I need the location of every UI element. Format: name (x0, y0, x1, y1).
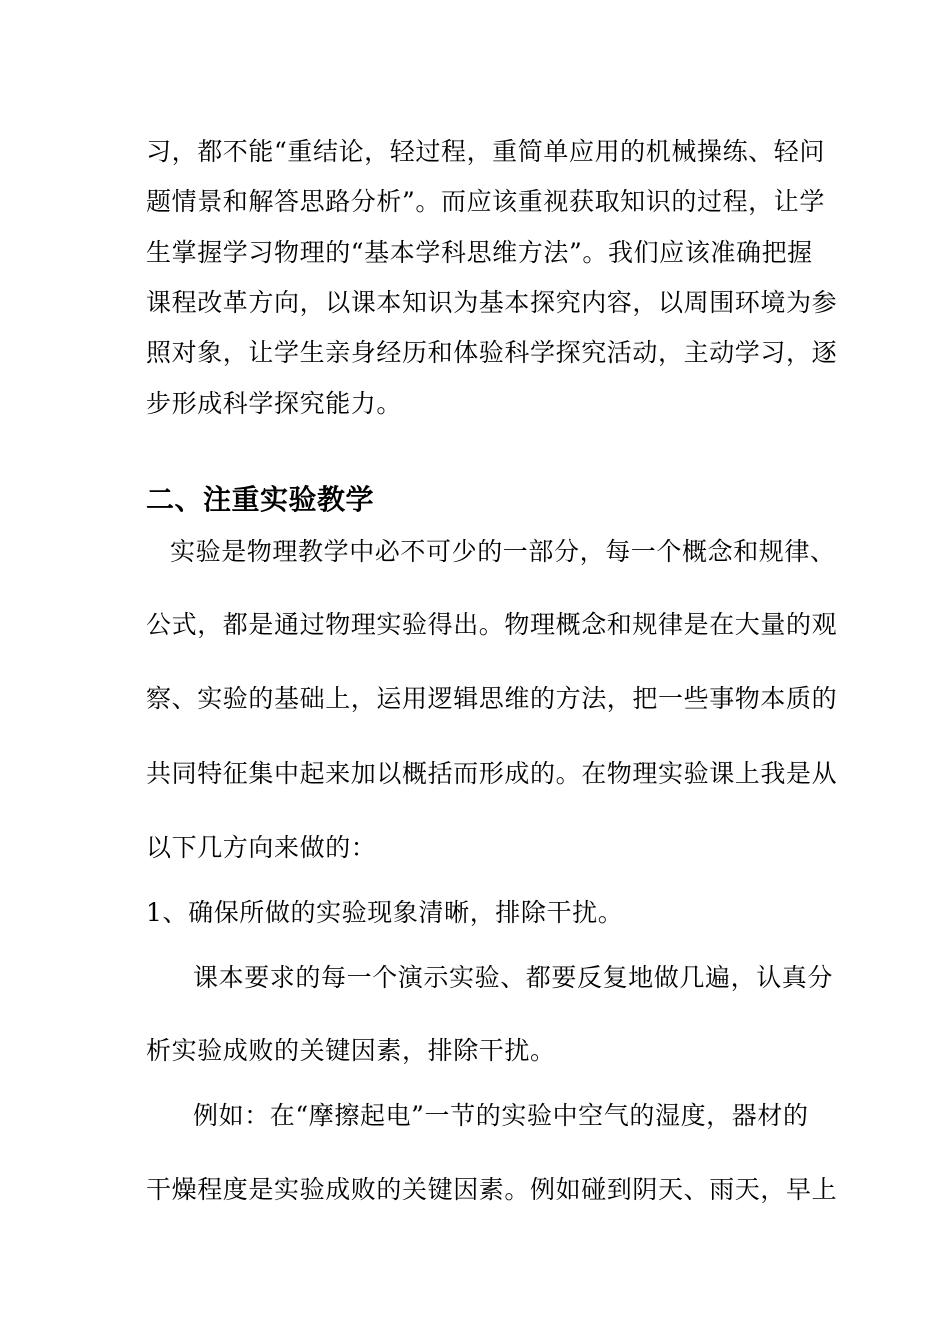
paragraph-line: 例如：在“摩擦起电”一节的实验中空气的湿度，器材的 (193, 1101, 809, 1130)
paragraph-line: 察、实验的基础上，运用逻辑思维的方法，把一些事物本质的 (146, 684, 838, 713)
paragraph-line: 实验是物理教学中必不可少的一部分，每一个概念和规律、 (170, 537, 836, 566)
paragraph-line: 以下几方向来做的： (146, 833, 377, 862)
section-heading: 二、注重实验教学 (146, 483, 375, 516)
paragraph-line: 课本要求的每一个演示实验、都要反复地做几遍，认真分 (193, 963, 834, 992)
list-item-title: 1、确保所做的实验现象清晰，排除干扰。 (146, 898, 624, 927)
paragraph-line: 公式，都是通过物理实验得出。物理概念和规律是在大量的观 (146, 610, 838, 639)
paragraph-line: 步形成科学探究能力。 (146, 389, 403, 418)
paragraph-line: 共同特征集中起来加以概括而形成的。在物理实验课上我是从 (146, 759, 838, 788)
paragraph-line: 课程改革方向，以课本知识为基本探究内容，以周围环境为参 (146, 288, 838, 317)
paragraph-line: 照对象，让学生亲身经历和体验科学探究活动，主动学习，逐 (146, 338, 838, 367)
paragraph-line: 生掌握学习物理的“基本学科思维方法”。我们应该准确把握 (146, 238, 813, 267)
paragraph-line: 习，都不能“重结论，轻过程，重简单应用的机械操练、轻问 (146, 137, 825, 166)
paragraph-line: 题情景和解答思路分析”。而应该重视获取知识的过程，让学 (146, 187, 825, 216)
paragraph-line: 析实验成败的关键因素，排除干扰。 (146, 1036, 556, 1065)
paragraph-line: 干燥程度是实验成败的关键因素。例如碰到阴天、雨天，早上 (146, 1175, 838, 1204)
